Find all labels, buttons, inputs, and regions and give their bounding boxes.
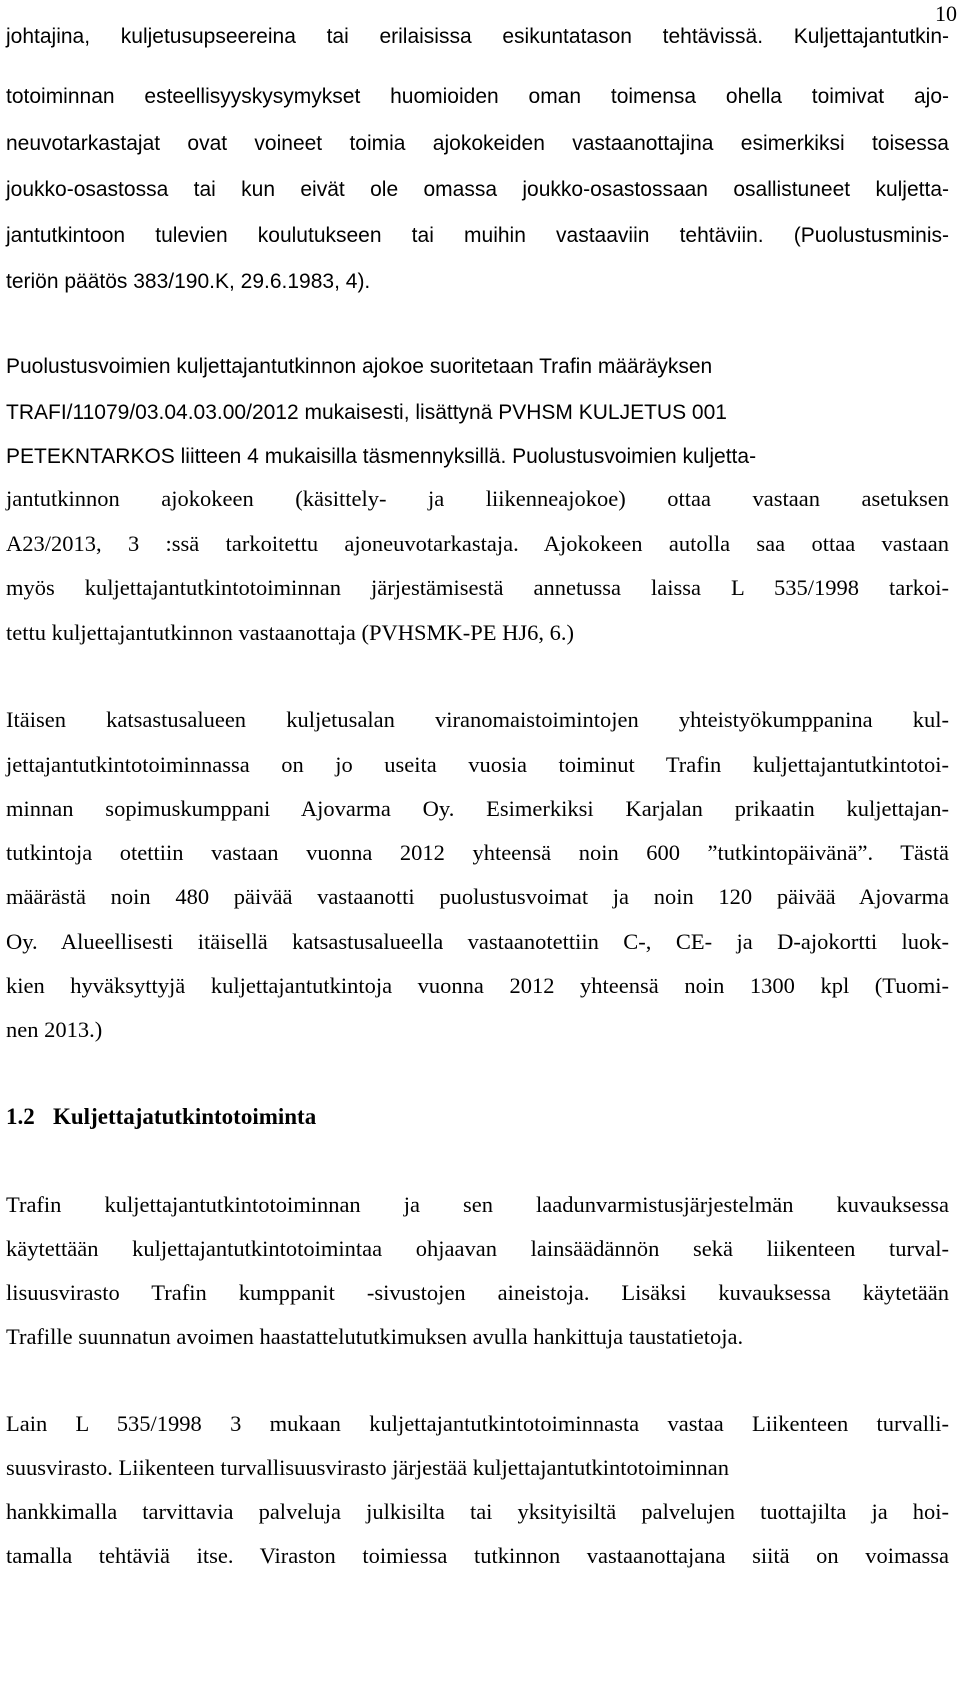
text-line: hankkimalla tarvittavia palveluja julkisilta tai yksityisiltä palvelujen tuottajilta ja hoi- — [6, 1499, 949, 1524]
text-line: jantutkintoon tulevien koulutukseen tai muihin vastaaviin tehtäviin. (Puolustusminis- — [6, 224, 949, 247]
text-line: suusvirasto. Liikenteen turvallisuusvirasto järjestää kuljettajantutkintotoiminnan — [6, 1455, 729, 1480]
text-line: Lain L 535/1998 3 mukaan kuljettajantutkintotoiminnasta vastaa Liikenteen turvalli- — [6, 1411, 949, 1436]
text-line: joukko-osastossa tai kun eivät ole omassa joukko-osastossaan osallistuneet kuljetta- — [6, 178, 949, 201]
text-line: määrästä noin 480 päivää vastaanotti puolustusvoimat ja noin 120 päivää Ajovarma — [6, 884, 949, 909]
section-heading — [6, 1102, 316, 1132]
text-line: PETEKNTARKOS liitteen 4 mukaisilla täsmennyksillä. Puolustusvoimien kuljetta- — [6, 445, 757, 468]
section-title: Kuljettajatutkintotoiminta — [53, 1104, 317, 1129]
text-line: teriön päätös 383/190.K, 29.6.1983, 4). — [6, 270, 371, 293]
text-line: tettu kuljettajantutkinnon vastaanottaja (PVHSMK-PE HJ6, 6.) — [6, 620, 575, 645]
text-line: Trafille suunnatun avoimen haastattelututkimuksen avulla hankittuja taustatietoja. — [6, 1324, 744, 1349]
text-line: neuvotarkastajat ovat voineet toimia ajokokeiden vastaanottajina esimerkiksi toisessa — [6, 132, 949, 155]
text-line: käytettään kuljettajantutkintotoimintaa ohjaavan lainsäädännön sekä liikenteen turval- — [6, 1236, 949, 1261]
text-line: A23/2013, 3 :ssä tarkoitettu ajoneuvotarkastaja. Ajokokeen autolla saa ottaa vastaan — [6, 531, 949, 556]
text-line: jettajantutkintotoiminnassa on jo useita vuosia toiminut Trafin kuljettajantutkintotoi- — [6, 752, 949, 777]
text-line: kien hyväksyttyjä kuljettajantutkintoja vuonna 2012 yhteensä noin 1300 kpl (Tuomi- — [6, 973, 949, 998]
text-line: tamalla tehtäviä itse. Viraston toimiessa tutkinnon vastaanottajana siitä on voimassa — [6, 1543, 949, 1568]
text-line: myös kuljettajantutkintotoiminnan järjestämisestä annetussa laissa L 535/1998 tarkoi- — [6, 575, 949, 600]
text-line: totoiminnan esteellisyyskysymykset huomioiden oman toimensa ohella toimivat ajo- — [6, 85, 949, 108]
text-line: Oy. Alueellisesti itäisellä katsastusalueella vastaanotettiin C-, CE- ja D-ajokortti luok- — [6, 929, 949, 954]
text-line: tutkintoja otettiin vastaan vuonna 2012 yhteensä noin 600 ”tutkintopäivänä”. Tästä — [6, 840, 949, 865]
text-line: nen 2013.) — [6, 1017, 103, 1042]
section-number: 1.2 — [6, 1104, 35, 1129]
text-line: TRAFI/11079/03.04.03.00/2012 mukaisesti, lisättynä PVHSM KULJETUS 001 — [6, 401, 727, 424]
text-line: minnan sopimuskumppani Ajovarma Oy. Esimerkiksi Karjalan prikaatin kuljettajan- — [6, 796, 949, 821]
text-line: lisuusvirasto Trafin kumppanit -sivustojen aineistoja. Lisäksi kuvauksessa käytetään — [6, 1280, 949, 1305]
page-number: 10 — [935, 1, 957, 26]
text-line: johtajina, kuljetusupseereina tai erilaisissa esikuntatason tehtävissä. Kuljettajantutkin- — [6, 25, 949, 48]
text-line: Itäisen katsastusalueen kuljetusalan viranomaistoimintojen yhteistyökumppanina kul- — [6, 707, 949, 732]
text-line: jantutkinnon ajokokeen (käsittely- ja liikenneajokoe) ottaa vastaan asetuksen — [6, 486, 949, 511]
text-line: Puolustusvoimien kuljettajantutkinnon ajokoe suoritetaan Trafin määräyksen — [6, 355, 713, 378]
text-line: Trafin kuljettajantutkintotoiminnan ja sen laadunvarmistusjärjestelmän kuvauksessa — [6, 1192, 949, 1217]
